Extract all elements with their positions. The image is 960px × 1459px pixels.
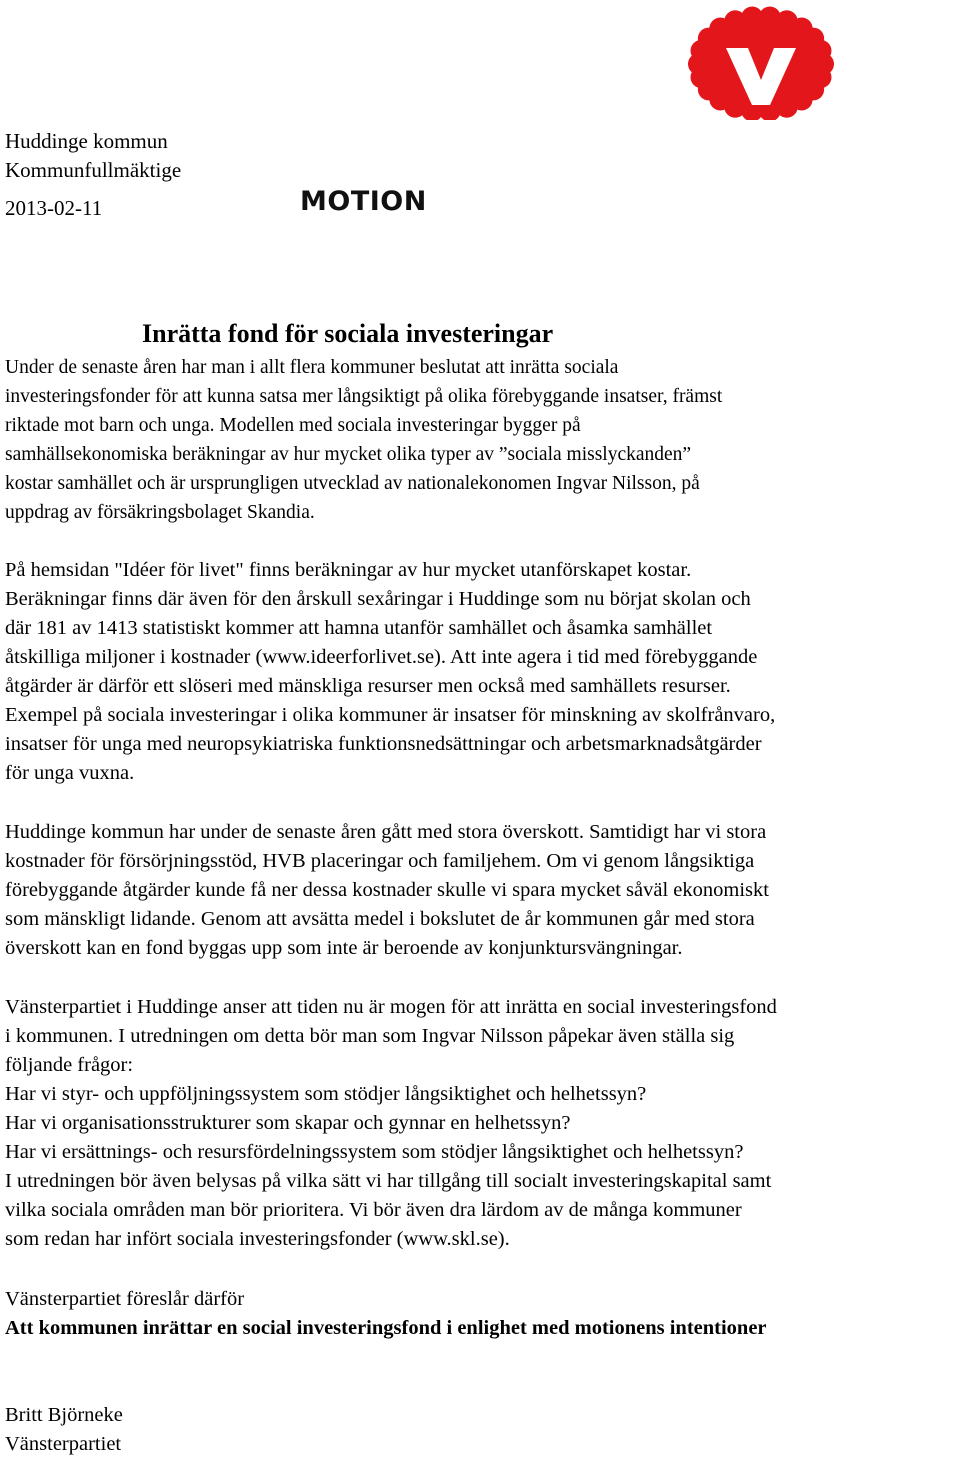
signature-party: Vänsterpartiet (5, 1433, 122, 1455)
document-type-heading: MOTION (300, 186, 427, 217)
signature-block (5, 1401, 960, 1459)
paragraph-proposal-questions (5, 993, 960, 1254)
paragraph-line: åtgärder är därför ett slöseri med mänskliga resurser men också med samhällets resurser. (5, 675, 731, 697)
paragraph-line: för unga vuxna. (5, 762, 135, 784)
signature-name: Britt Björneke (5, 1404, 123, 1426)
paragraph-background (5, 353, 960, 527)
paragraph-line: riktade mot barn och unga. Modellen med sociala investeringar bygger på (5, 415, 581, 436)
proposal-statement: Att kommunen inrättar en social investeringsfond i enlighet med motionens intentioner (5, 1317, 767, 1339)
paragraph-line: Har vi ersättnings- och resursfördelningssystem som stödjer långsiktighet och helhetssyn? (5, 1141, 744, 1163)
motion-title: Inrätta fond för sociala investeringar (142, 319, 554, 348)
paragraph-line: Har vi organisationsstrukturer som skapar och gynnar en helhetssyn? (5, 1112, 571, 1134)
paragraph-line: I utredningen bör även belysas på vilka sätt vi har tillgång till socialt investeringskapital samt (5, 1170, 772, 1192)
paragraph-line: Under de senaste åren har man i allt flera kommuner beslutat att inrätta sociala (5, 357, 619, 378)
paragraph-line: i kommunen. I utredningen om detta bör man som Ingvar Nilsson påpekar även ställa sig (5, 1025, 735, 1047)
document-date: 2013-02-11 (5, 196, 103, 220)
paragraph-line: Har vi styr- och uppföljningssystem som stödjer långsiktighet och helhetssyn? (5, 1083, 647, 1105)
proposal-intro: Vänsterpartiet föreslår därför (5, 1288, 245, 1310)
council-name: Kommunfullmäktige (5, 158, 182, 182)
paragraph-line: överskott kan en fond byggas upp som inte är beroende av konjunktursvängningar. (5, 937, 683, 959)
paragraph-line: där 181 av 1413 statistiskt kommer att hamna utanför samhället och åsamka samhället (5, 617, 713, 639)
proposal-section (5, 1285, 960, 1343)
paragraph-line: följande frågor: (5, 1054, 134, 1076)
municipality-name: Huddinge kommun (5, 129, 168, 153)
paragraph-line: åtskilliga miljoner i kostnader (www.ideerforlivet.se). Att inte agera i tid med förebyggande (5, 646, 758, 668)
paragraph-line: kostar samhället och är ursprungligen utvecklad av nationalekonomen Ingvar Nilsson, på (5, 473, 700, 494)
paragraph-line: På hemsidan "Idéer för livet" finns beräkningar av hur mycket utanförskapet kostar. (5, 559, 692, 581)
paragraph-line: förebyggande åtgärder kunde få ner dessa kostnader skulle vi spara mycket såväl ekonomiskt (5, 879, 769, 901)
vansterpartiet-rose-logo-icon (686, 4, 836, 120)
paragraph-line: Huddinge kommun har under de senaste åren gått med stora överskott. Samtidigt har vi stora (5, 821, 767, 843)
paragraph-line: som mänskligt lidande. Genom att avsätta medel i bokslutet de år kommunen går med stora (5, 908, 755, 930)
paragraph-line: kostnader för försörjningsstöd, HVB placeringar och familjehem. Om vi genom långsiktiga (5, 850, 755, 872)
paragraph-line: som redan har infört sociala investeringsfonder (www.skl.se). (5, 1228, 510, 1250)
paragraph-line: uppdrag av försäkringsbolaget Skandia. (5, 502, 315, 523)
paragraph-line: samhällsekonomiska beräkningar av hur mycket olika typer av ”sociala misslyckanden” (5, 444, 692, 465)
paragraph-line: vilka sociala områden man bör prioritera. Vi bör även dra lärdom av de många kommuner (5, 1199, 742, 1221)
paragraph-line: Exempel på sociala investeringar i olika kommuner är insatser för minskning av skolfrånvaro, (5, 704, 776, 726)
paragraph-line: Vänsterpartiet i Huddinge anser att tiden nu är mogen för att inrätta en social investeringsfond (5, 996, 777, 1018)
paragraph-line: Beräkningar finns där även för den årskull sexåringar i Huddinge som nu börjat skolan och (5, 588, 751, 610)
paragraph-surplus (5, 818, 960, 963)
paragraph-costs (5, 556, 960, 788)
paragraph-line: insatser för unga med neuropsykiatriska funktionsnedsättningar och arbetsmarknadsåtgärder (5, 733, 762, 755)
paragraph-line: investeringsfonder för att kunna satsa mer långsiktigt på olika förebyggande insatser, främst (5, 386, 723, 407)
